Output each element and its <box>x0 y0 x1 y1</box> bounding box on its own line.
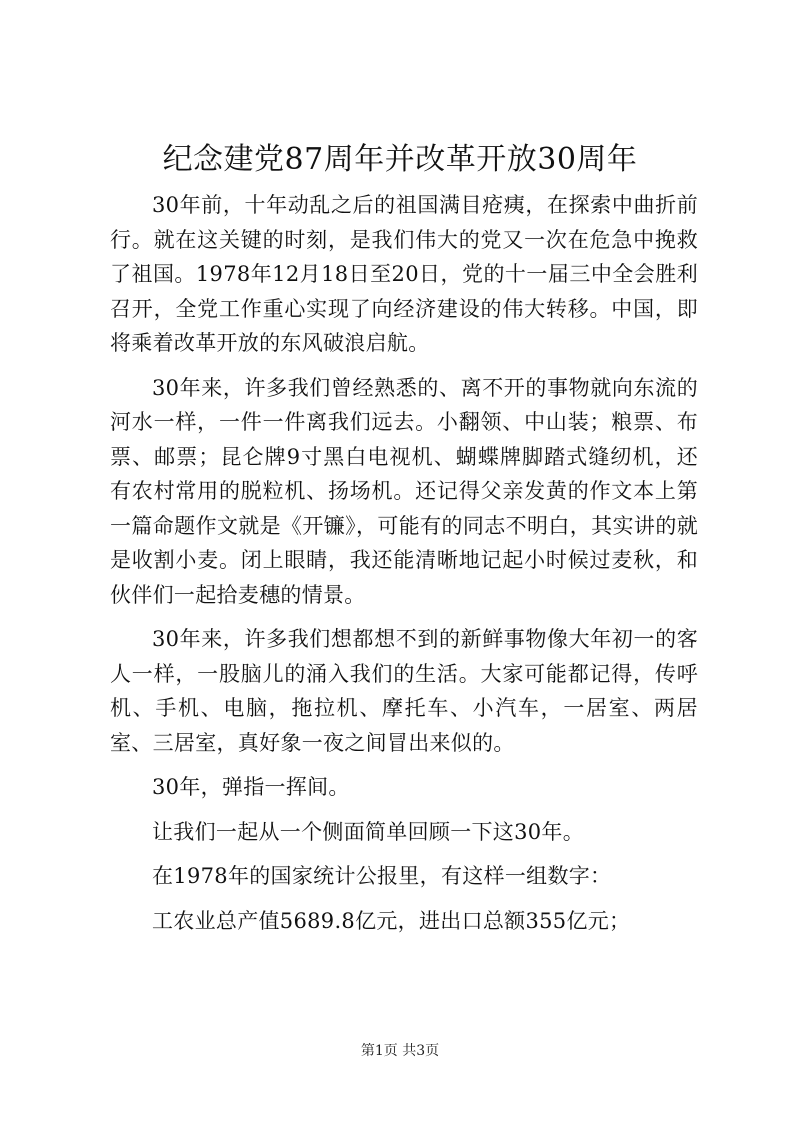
page-footer: 第1页 共3页 <box>360 1043 440 1059</box>
paragraph: 让我们一起从一个侧面简单回顾一下这30年。 <box>152 819 585 844</box>
document-body <box>110 188 698 948</box>
paragraph: 30年前，十年动乱之后的祖国满目疮痍，在探索中曲折前行。就在这关键的时刻，是我们伟大的党又一次在危急中挽救了祖国。1978年12月18日至20日，党的十一届三中全会胜利召开，全党工作重心实现了向经济建设的伟大转移。中国，即将乘着改革开放的东风破浪启航。 <box>110 193 698 355</box>
paragraph: 工农业总产值5689.8亿元，进出口总额355亿元； <box>152 908 631 933</box>
paragraph: 在1978年的国家统计公报里，有这样一组数字： <box>152 864 612 888</box>
document-title: 纪念建党87周年并改革开放30周年 <box>162 142 638 177</box>
paragraph: 30年来，许多我们曾经熟悉的、离不开的事物就向东流的河水一样，一件一件离我们远去。小翻领、中山装；粮票、布票、邮票；昆仑牌9寸黑白电视机、蝴蝶牌脚踏式缝纫机，还有农村常用的脱粒机、扬场机。还记得父亲发黄的作文本上第一篇命题作文就是《开镰》，可能有的同志不明白，其实讲的就是收割小麦。闭上眼睛，我还能清晰地记起小时候过麦秋，和伙伴们一起拾麦穗的情景。 <box>110 375 698 607</box>
paragraph: 30年，弹指一挥间。 <box>152 775 350 799</box>
paragraph: 30年来，许多我们想都想不到的新鲜事物像大年初一的客人一样，一股脑儿的涌入我们的生活。大家可能都记得，传呼机、手机、电脑，拖拉机、摩托车、小汽车，一居室、两居室、三居室，真好象一夜之间冒出来似的。 <box>110 627 698 755</box>
